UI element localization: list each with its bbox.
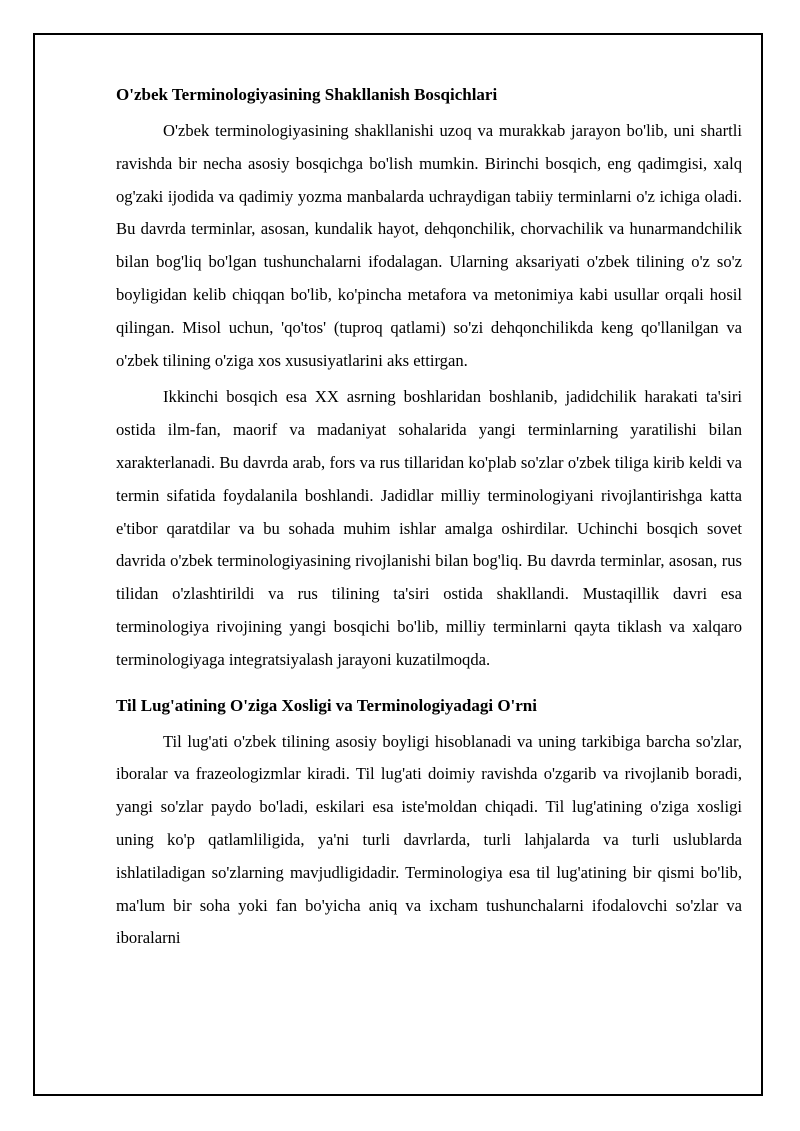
paragraph: O'zbek terminologiyasining shakllanishi uzoq va murakkab jarayon bo'lib, uni shartli ravishda bir necha asosiy bosqichga bo'lish mumkin. Birinchi bosqich, eng qadimgisi, xalq og'zaki ijodida va qadimiy yozma manbalarda uchraydigan tabiiy terminlarni o'z ichiga oladi. Bu davrda terminlar, asosan, kundalik hayot, dehqonchilik, chorvachilik va hunarmandchilik bilan bog'liq bo'lgan tushunchalarni ifodalagan. Ularning aksariyati o'zbek tilining o'z so'z boyligidan kelib chiqqan bo'lib, ko'pincha metafora va metonimiya kabi usullar orqali hosil qilingan. Misol uchun, 'qo'tos' (tuproq qatlami) so'zi dehqonchilikda keng qo'llanilgan va o'zbek tilining o'ziga xos xususiyatlarini aks ettirgan. — [116, 121, 742, 370]
document-body — [116, 83, 742, 959]
section-lexicon-uniqueness — [116, 694, 742, 956]
paragraph: Ikkinchi bosqich esa XX asrning boshlaridan boshlanib, jadidchilik harakati ta'siri ostida ilm-fan, maorif va madaniyat sohalarida yangi terminlarning yaratilishi bilan xarakterlanadi. Bu davrda arab, fors va rus tillaridan ko'plab so'zlar o'zbek tiliga kirib keldi va termin sifatida foydalanila boshlandi. Jadidlar milliy terminologiyani rivojlantirishga katta e'tibor qaratdilar va bu sohada muhim ishlar amalga oshirdilar. Uchinchi bosqich sovet davrida o'zbek terminologiyasining rivojlanishi bilan bog'liq. Bu davrda terminlar, asosan, rus tilidan o'zlashtirildi va rus tilining ta'siri ostida shakllandi. Mustaqillik davri esa terminologiya rivojining yangi bosqichi bo'lib, milliy terminlarni qayta tiklash va xalqaro terminologiyaga integratsiyalash jarayoni kuzatilmoqda. — [116, 387, 742, 669]
section-heading: O'zbek Terminologiyasining Shakllanish Bosqichlari — [116, 85, 498, 104]
paragraph: Til lug'ati o'zbek tilining asosiy boyligi hisoblanadi va uning tarkibiga barcha so'zlar, iboralar va frazeologizmlar kiradi. Til lug'ati doimiy ravishda o'zgarib va rivojlanib boradi, yangi so'zlar paydo bo'ladi, eskilari esa iste'moldan chiqadi. Til lug'atining o'ziga xosligi uning ko'p qatlamliligida, ya'ni turli davrlarda, turli lahjalarda va turli uslublarda ishlatiladigan so'zlarning mavjudligidadir. Terminologiya esa til lug'atining bir qismi bo'lib, ma'lum bir soha yoki fan bo'yicha aniq va ixcham tushunchalarni ifodalovchi so'zlar va iboralarni — [116, 731, 742, 948]
section-heading: Til Lug'atining O'ziga Xosligi va Terminologiyadagi O'rni — [116, 695, 537, 715]
section-terminology-stages — [116, 83, 742, 677]
